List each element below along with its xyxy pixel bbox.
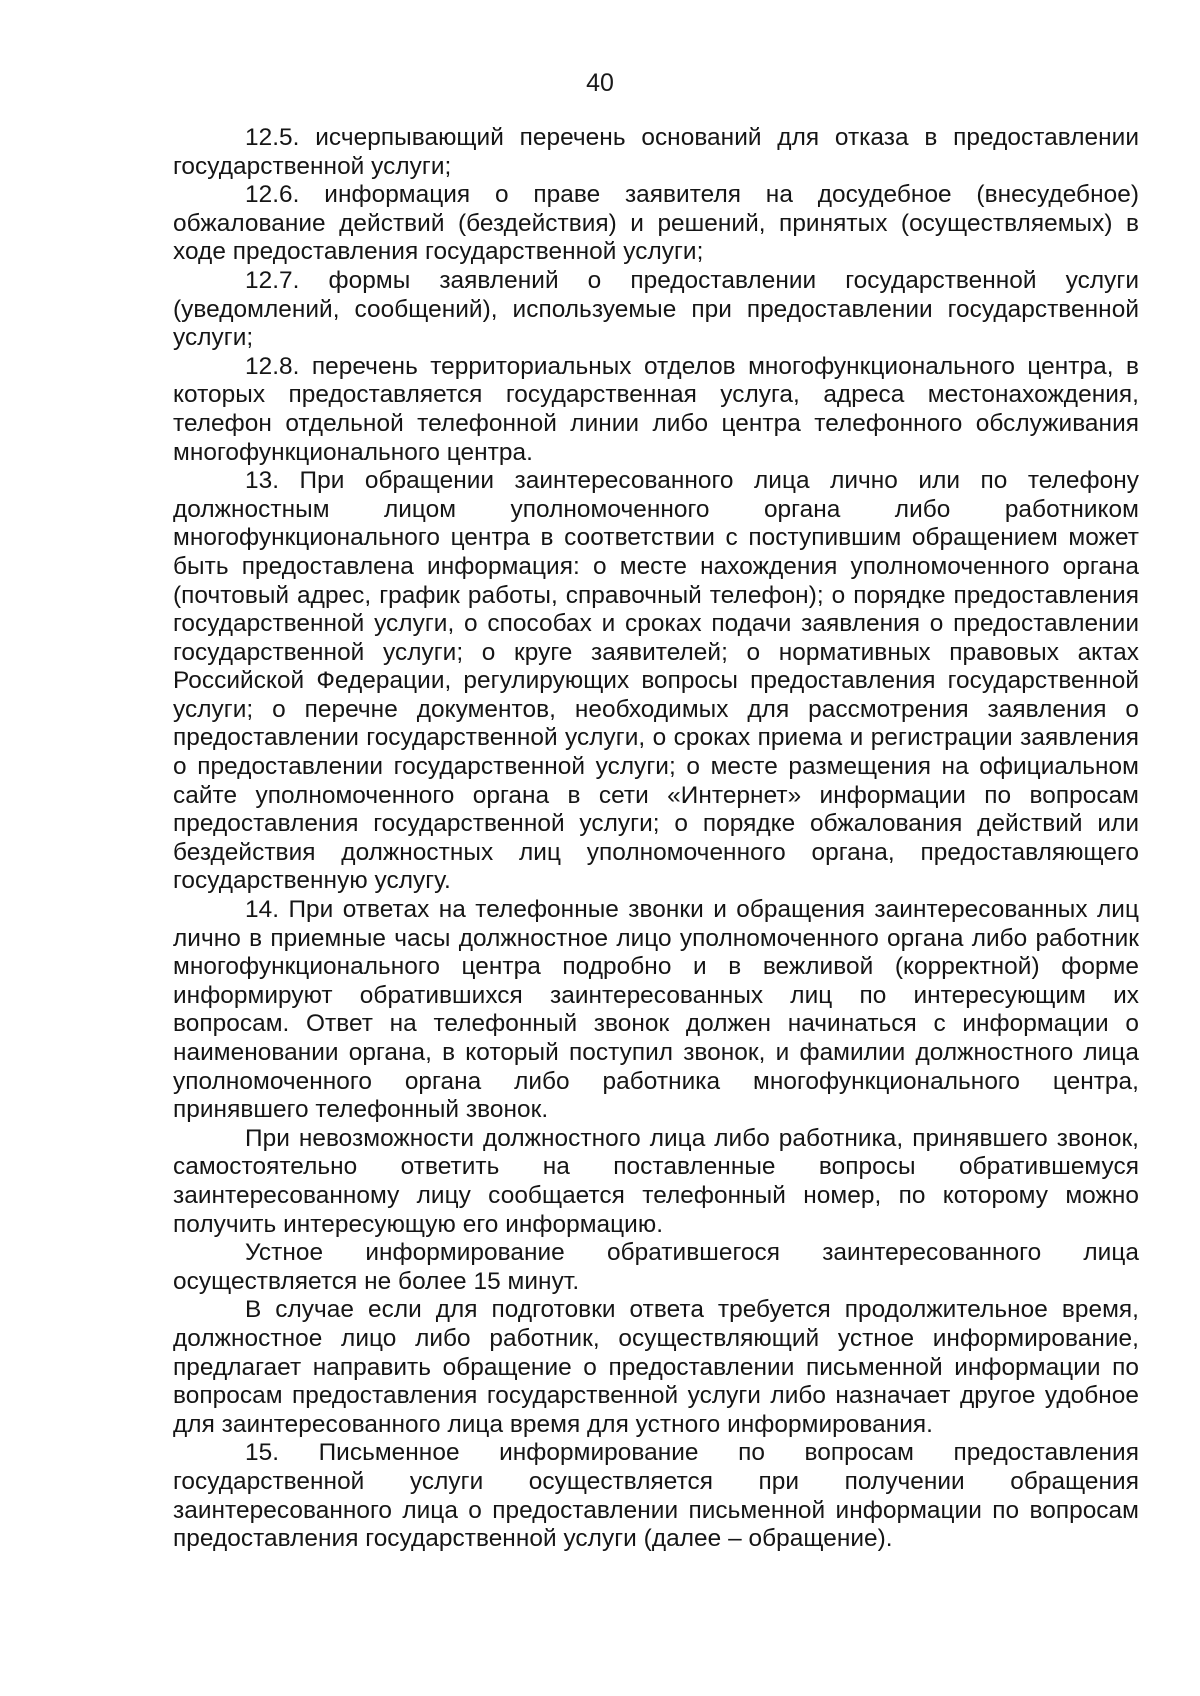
- paragraph-14: 14. При ответах на телефонные звонки и обращения заинтересованных лиц лично в приемные часы должностное лицо уполномоченного органа либо работник многофункционального центра подробно и в вежливой (корректной) форме информируют обратившихся заинтересованных лиц по интересующим их вопросам. Ответ на телефонный звонок должен начинаться с информации о наименовании органа, в который поступил звонок, и фамилии должностного лица уполномоченного органа либо работника многофункционального центра, принявшего телефонный звонок.: [173, 896, 1139, 1124]
- paragraph-14-extended-time: В случае если для подготовки ответа требуется продолжительное время, должностное лицо либо работник, осуществляющий устное информирование, предлагает направить обращение о предоставлении письменной информации по вопросам предоставления государственной услуги либо назначает другое удобное для заинтересованного лица время для устного информирования.: [173, 1296, 1139, 1438]
- page-number: 40: [586, 69, 614, 97]
- paragraph-12-5: 12.5. исчерпывающий перечень оснований для отказа в предоставлении государственной услуги;: [173, 124, 1139, 180]
- paragraph-14-oral-duration: Устное информирование обратившегося заинтересованного лица осуществляется не более 15 минут.: [173, 1239, 1139, 1295]
- paragraph-13: 13. При обращении заинтересованного лица лично или по телефону должностным лицом уполномоченного органа либо работником многофункционального центра в соответствии с поступившим обращением может быть предоставлена информация: о месте нахождения уполномоченного органа (почтовый адрес, график работы, справочный телефон); о порядке предоставления государственной услуги, о способах и сроках подачи заявления о предоставлении государственной услуги; о круге заявителей; о нормативных правовых актах Российской Федерации, регулирующих вопросы предоставления государственной услуги; о перечне документов, необходимых для рассмотрения заявления о предоставлении государственной услуги, о сроках приема и регистрации заявления о предоставлении государственной услуги; о месте размещения на официальном сайте уполномоченного органа в сети «Интернет» информации по вопросам предоставления государственной услуги; о порядке обжалования действий или бездействия должностных лиц уполномоченного органа, предоставляющего государственную услугу.: [173, 467, 1139, 895]
- paragraph-12-7: 12.7. формы заявлений о предоставлении государственной услуги (уведомлений, сообщений), используемые при предоставлении государственной услуги;: [173, 266, 1139, 352]
- paragraph-14-impossibility: При невозможности должностного лица либо работника, принявшего звонок, самостоятельно ответить на поставленные вопросы обратившемуся заинтересованному лицу сообщается телефонный номер, по которому можно получить интересующую его информацию.: [173, 1124, 1139, 1238]
- paragraph-15: 15. Письменное информирование по вопросам предоставления государственной услуги осуществляется при получении обращения заинтересованного лица о предоставлении письменной информации по вопросам предоставления государственной услуги (далее – обращение).: [173, 1439, 1139, 1553]
- paragraph-12-6: 12.6. информация о праве заявителя на досудебное (внесудебное) обжалование действий (бездействия) и решений, принятых (осуществляемых) в ходе предоставления государственной услуги;: [173, 181, 1139, 266]
- document-body: [173, 124, 1139, 1554]
- paragraph-12-8: 12.8. перечень территориальных отделов многофункционального центра, в которых предоставляется государственная услуга, адреса местонахождения, телефон отдельной телефонной линии либо центра телефонного обслуживания многофункционального центра.: [173, 352, 1139, 466]
